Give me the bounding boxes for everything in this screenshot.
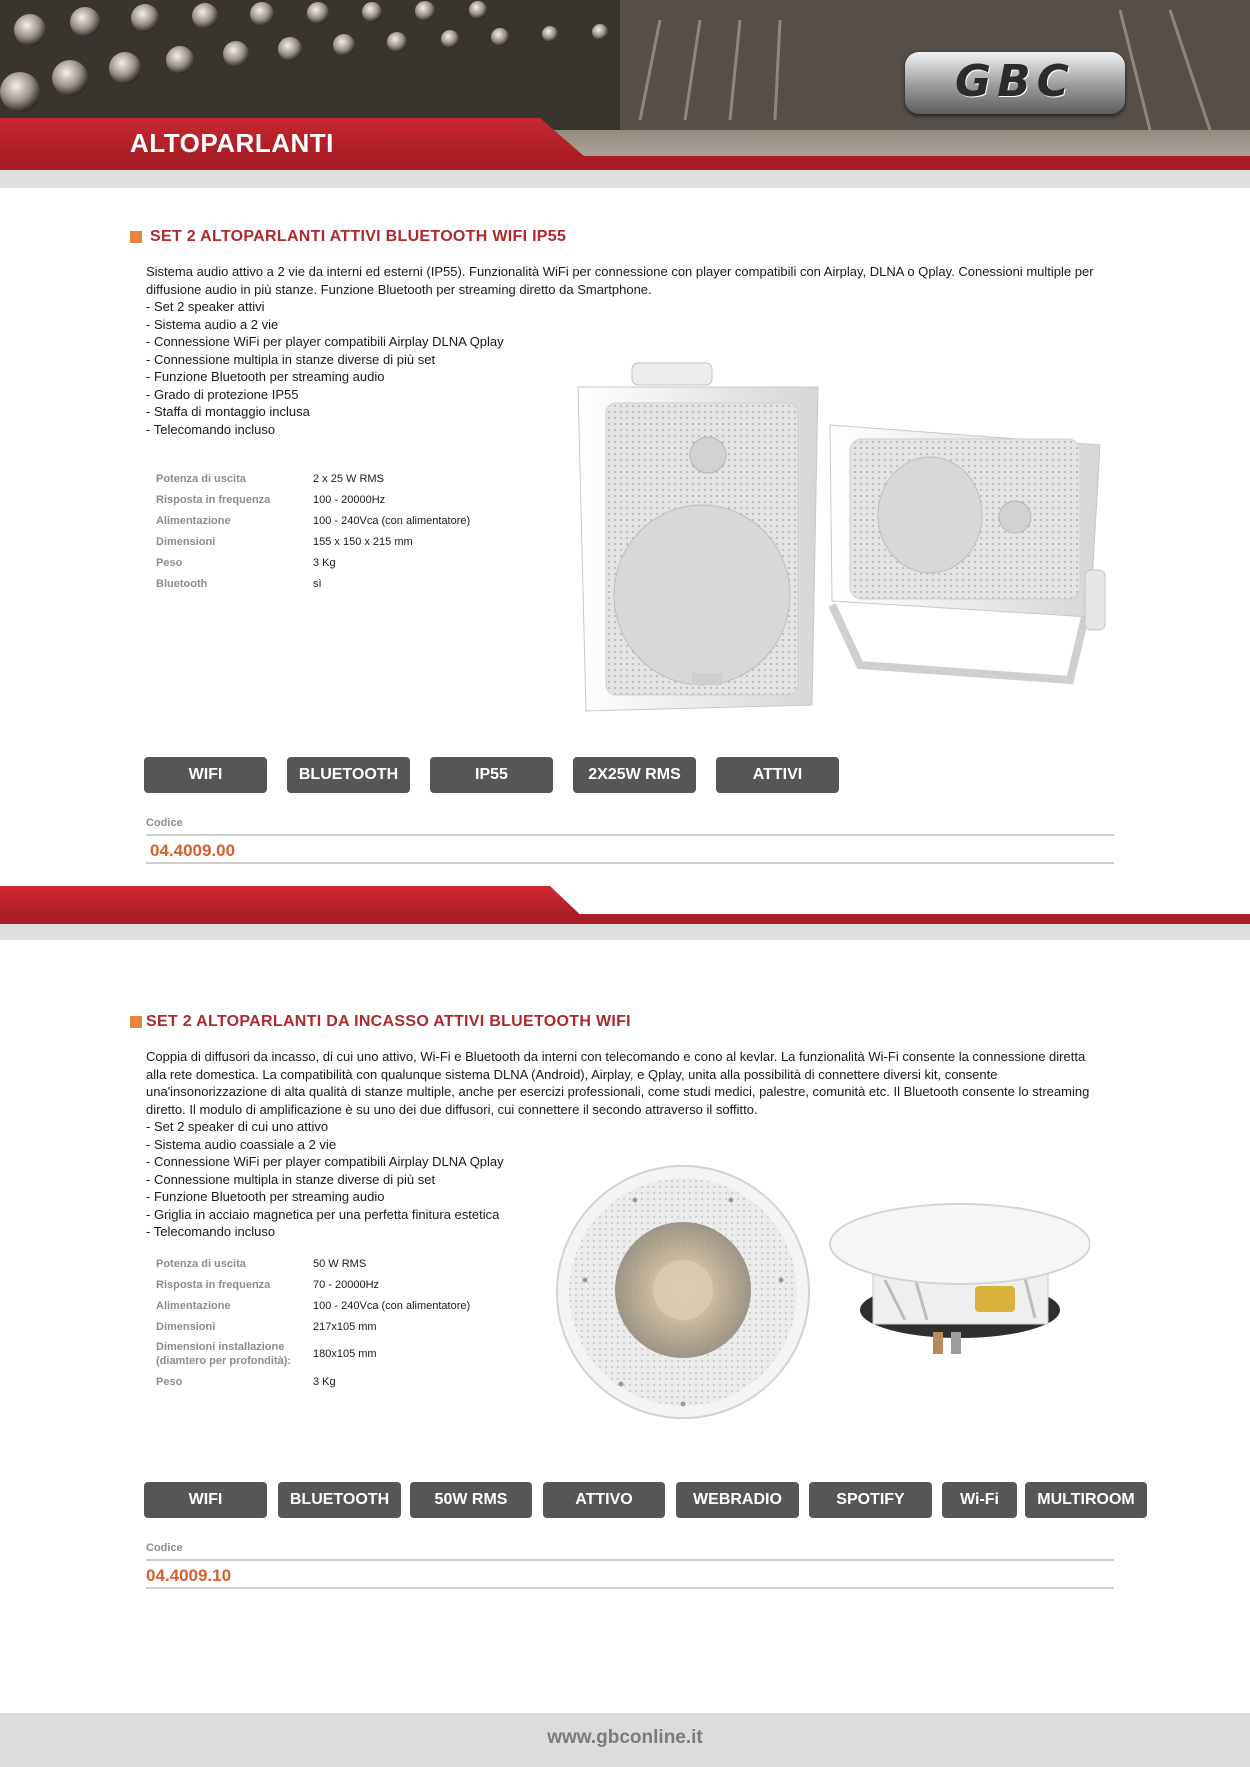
spec-label: Alimentazione: [156, 1299, 231, 1312]
section-divider: [0, 886, 1250, 926]
spec-label: Potenza di uscita: [156, 472, 246, 485]
spec-value: 155 x 150 x 215 mm: [313, 535, 413, 548]
spec-label: Bluetooth: [156, 577, 208, 590]
spec-value: 3 Kg: [313, 1375, 336, 1388]
spec-value: 100 - 20000Hz: [313, 493, 386, 506]
spec-row: [156, 1274, 470, 1295]
spec-row: [156, 1253, 470, 1274]
feature-item: - Set 2 speaker attivi: [146, 298, 1106, 316]
logo-text: GBC: [955, 56, 1075, 107]
spec-row: [156, 1337, 470, 1371]
spec-value: 100 - 240Vca (con alimentatore): [313, 514, 471, 527]
product-1-spec-table: [156, 468, 470, 594]
spec-value: 50 W RMS: [313, 1257, 367, 1270]
feature-item: - Sistema audio coassiale a 2 vie: [146, 1136, 1106, 1154]
page-title: ALTOPARLANTI: [130, 128, 334, 158]
spec-row: [156, 510, 470, 531]
spec-row: [156, 1316, 470, 1337]
spec-value: 217x105 mm: [313, 1320, 377, 1333]
feature-item: - Connessione multipla in stanze diverse di più set: [146, 1171, 1106, 1189]
spec-label: Risposta in frequenza: [156, 1278, 271, 1291]
product-2-code-label: Codice: [146, 1542, 183, 1554]
feature-item: - Connessione multipla in stanze diverse di più set: [146, 351, 1106, 369]
tag-active[interactable]: ATTIVI: [716, 757, 839, 793]
product-1-code-label: Codice: [146, 817, 183, 829]
spec-value: 180x105 mm: [313, 1348, 377, 1360]
product-1-title: SET 2 ALTOPARLANTI ATTIVI BLUETOOTH WIFI IP55: [130, 228, 566, 246]
spec-row: [156, 531, 470, 552]
spec-value: 70 - 20000Hz: [313, 1278, 380, 1291]
product-2-ceiling-speaker-image: [555, 1160, 1090, 1440]
tag-wifi[interactable]: WIFI: [144, 1482, 267, 1518]
tag-bluetooth[interactable]: BLUETOOTH: [287, 757, 410, 793]
spec-label: Dimensioni installazione (diamtero per profondità):: [156, 1341, 292, 1367]
spec-row: [156, 1295, 470, 1316]
tag-multiroom[interactable]: MULTIROOM: [1025, 1482, 1147, 1518]
feature-item: - Funzione Bluetooth per streaming audio: [146, 1188, 1106, 1206]
feature-item: - Staffa di montaggio inclusa: [146, 403, 1106, 421]
product-2-intro: Coppia di diffusori da incasso, di cui uno attivo, Wi-Fi e Bluetooth da interni con telecomando e cono al kevlar. La funzionalità Wi-Fi consente la connessione diretta alla rete domestica. La compatibilità con qualunque sistema DLNA (Android), Airplay, e Qplay, unita alla possibilità di connettere diversi kit, consente una'insonorizzazione di alta qualità di stanze multiple, anche per esercizi professionali, come studi medici, palestre, comunità etc. Il Bluetooth consente lo streaming diretto. Il modulo di amplificazione è su uno dei due diffusori, cui connettere il secondo attraverso il soffitto.: [146, 1049, 1090, 1117]
header-grey-strip: [0, 170, 1250, 188]
page-header: [0, 0, 1250, 170]
feature-item: - Set 2 speaker di cui uno attivo: [146, 1118, 1106, 1136]
gbc-logo[interactable]: [905, 52, 1125, 114]
spec-label: Peso: [156, 1375, 183, 1388]
tag-active[interactable]: ATTIVO: [543, 1482, 665, 1518]
feature-item: - Griglia in acciaio magnetica per una perfetta finitura estetica: [146, 1206, 1106, 1224]
spec-label: Risposta in frequenza: [156, 493, 271, 506]
code-rule-bottom: [146, 1587, 1114, 1589]
feature-item: - Telecomando incluso: [146, 1223, 1106, 1241]
feature-item: - Funzione Bluetooth per streaming audio: [146, 368, 1106, 386]
tag-ip55[interactable]: IP55: [430, 757, 553, 793]
spec-value: 2 x 25 W RMS: [313, 472, 384, 485]
code-rule-top: [146, 1559, 1114, 1561]
product-2-code[interactable]: 04.4009.10: [146, 1566, 232, 1585]
feature-item: - Connessione WiFi per player compatibili Airplay DLNA Qplay: [146, 1153, 1106, 1171]
tag-wifi[interactable]: WIFI: [144, 757, 267, 793]
bullet-square-icon: [130, 231, 142, 243]
spec-value: 100 - 240Vca (con alimentatore): [313, 1299, 471, 1312]
product-1-tags: [144, 757, 859, 793]
spec-row: [156, 489, 470, 510]
code-rule-top: [146, 834, 1114, 836]
spec-label: Potenza di uscita: [156, 1257, 246, 1270]
spec-row: [156, 573, 470, 594]
feature-item: - Sistema audio a 2 vie: [146, 316, 1106, 334]
spec-row: [156, 468, 470, 489]
spec-row: [156, 1371, 470, 1392]
divider-grey-strip: [0, 924, 1250, 940]
spec-label: Alimentazione: [156, 514, 231, 527]
code-rule-bottom: [146, 862, 1114, 864]
tag-bluetooth[interactable]: BLUETOOTH: [278, 1482, 401, 1518]
tag-wi-fi[interactable]: Wi-Fi: [942, 1482, 1017, 1518]
product-1-intro: Sistema audio attivo a 2 vie da interni ed esterni (IP55). Funzionalità WiFi per connessione con player compatibili con Airplay, DLNA o Qplay. Conessioni multiple per diffusione audio in più stanze. Funzione Bluetooth per streaming diretto da Smartphone.: [146, 264, 1094, 297]
bullet-square-icon: [130, 1016, 142, 1028]
tag-power[interactable]: 2X25W RMS: [573, 757, 696, 793]
tag-webradio[interactable]: WEBRADIO: [676, 1482, 799, 1518]
product-2-spec-table: [156, 1253, 470, 1392]
feature-item: - Grado di protezione IP55: [146, 386, 1106, 404]
website-link[interactable]: www.gbconline.it: [547, 1727, 703, 1748]
product-2-tags: [144, 1482, 1147, 1518]
tag-power[interactable]: 50W RMS: [410, 1482, 532, 1518]
product-2-title: SET 2 ALTOPARLANTI DA INCASSO ATTIVI BLUETOOTH WIFI: [130, 1013, 631, 1031]
tag-spotify[interactable]: SPOTIFY: [809, 1482, 932, 1518]
spec-label: Dimensioni: [156, 535, 216, 548]
spec-value: sì: [313, 577, 322, 590]
spec-value: 3 Kg: [313, 556, 336, 569]
product-1-speaker-image: [570, 355, 1110, 715]
feature-item: - Connessione WiFi per player compatibili Airplay DLNA Qplay: [146, 333, 1106, 351]
product-1-code[interactable]: 04.4009.00: [150, 841, 236, 860]
page-footer: [0, 1713, 1250, 1767]
divider-red-line: [0, 914, 1250, 924]
feature-item: - Telecomando incluso: [146, 421, 1106, 439]
spec-row: [156, 552, 470, 573]
spec-label: Dimensioni: [156, 1320, 216, 1333]
spec-label: Peso: [156, 556, 183, 569]
